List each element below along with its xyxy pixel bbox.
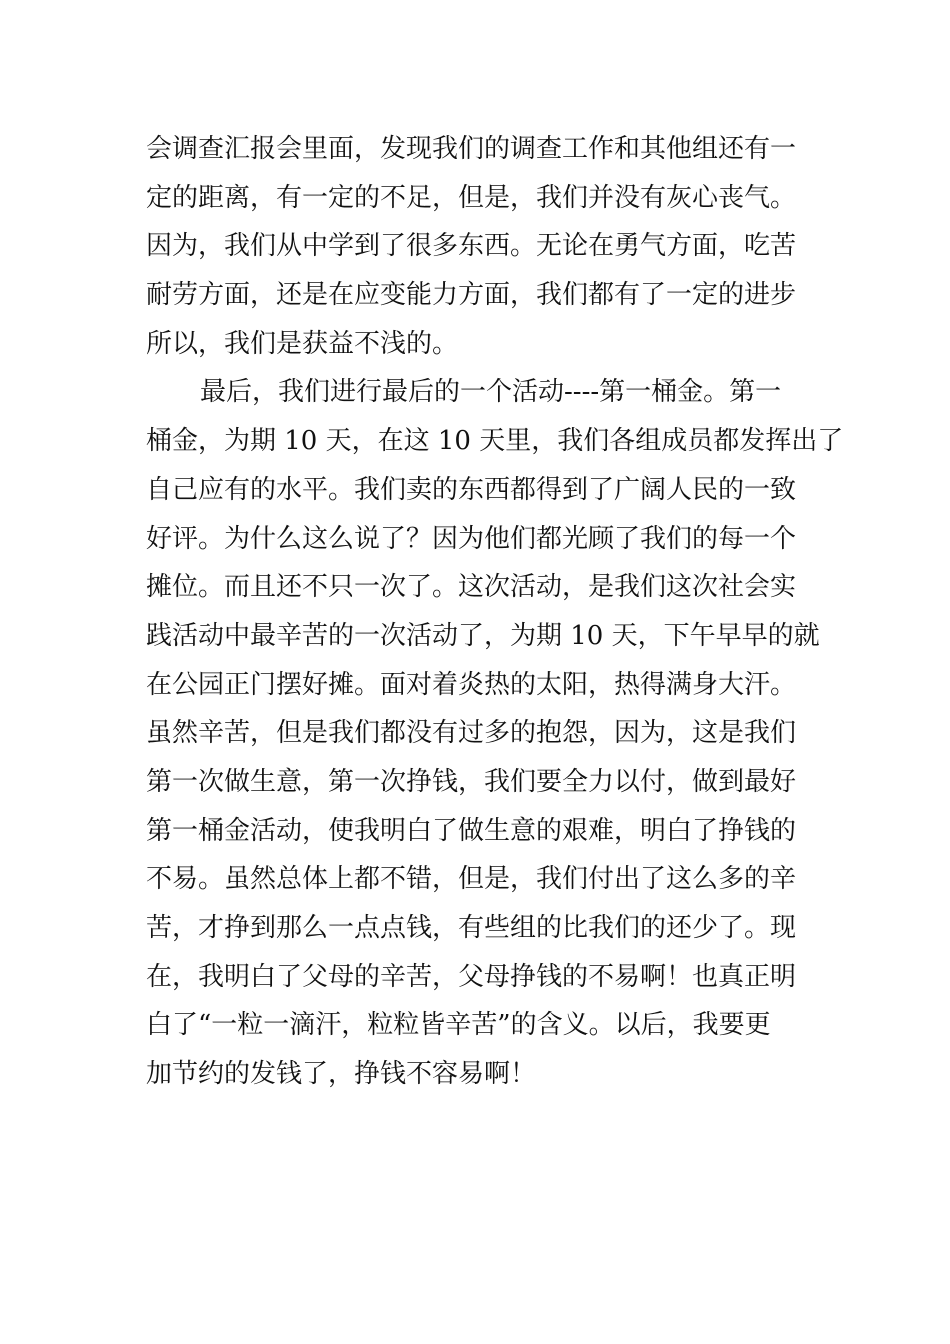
text-line: 不易。虽然总体上都不错，但是，我们付出了这么多的辛: [146, 864, 797, 895]
text-line: 桶金，为期 10 天，在这 10 天里，我们各组成员都发挥出了: [146, 426, 844, 457]
paragraph-start-line: 最后，我们进行最后的一个活动----第一桶金。第一: [200, 377, 782, 408]
text-line: 会调查汇报会里面，发现我们的调查工作和其他组还有一: [146, 134, 797, 164]
text-line: 因为，我们从中学到了很多东西。无论在勇气方面，吃苦: [146, 231, 797, 262]
document-body: [146, 125, 844, 1099]
text-line: 自己应有的水平。我们卖的东西都得到了广阔人民的一致: [146, 474, 797, 505]
text-line: 好评。为什么这么说了？因为他们都光顾了我们的每一个: [146, 523, 797, 554]
text-line: 所以，我们是获益不浅的。: [146, 328, 459, 359]
text-line: 第一次做生意，第一次挣钱，我们要全力以付，做到最好: [146, 766, 797, 797]
text-line: 白了“一粒一滴汗，粒粒皆辛苦”的含义。以后，我要更: [146, 1010, 771, 1041]
text-line: 第一桶金活动，使我明白了做生意的艰难，明白了挣钱的: [146, 815, 797, 846]
text-line: 苦，才挣到那么一点点钱，有些组的比我们的还少了。现: [146, 913, 797, 943]
text-line: 摊位。而且还不只一次了。这次活动，是我们这次社会实: [146, 572, 797, 603]
text-line: 加节约的发钱了，挣钱不容易啊！: [146, 1059, 537, 1090]
text-line: 耐劳方面，还是在应变能力方面，我们都有了一定的进步: [146, 280, 797, 311]
text-line: 在公园正门摆好摊。面对着炎热的太阳，热得满身大汗。: [146, 669, 797, 700]
text-line: 践活动中最辛苦的一次活动了，为期 10 天，下午早早的就: [146, 620, 820, 651]
text-line: 在，我明白了父母的辛苦，父母挣钱的不易啊！也真正明: [146, 961, 797, 992]
text-line: 定的距离，有一定的不足，但是，我们并没有灰心丧气。: [146, 182, 797, 213]
text-line: 虽然辛苦，但是我们都没有过多的抱怨，因为，这是我们: [146, 718, 797, 749]
